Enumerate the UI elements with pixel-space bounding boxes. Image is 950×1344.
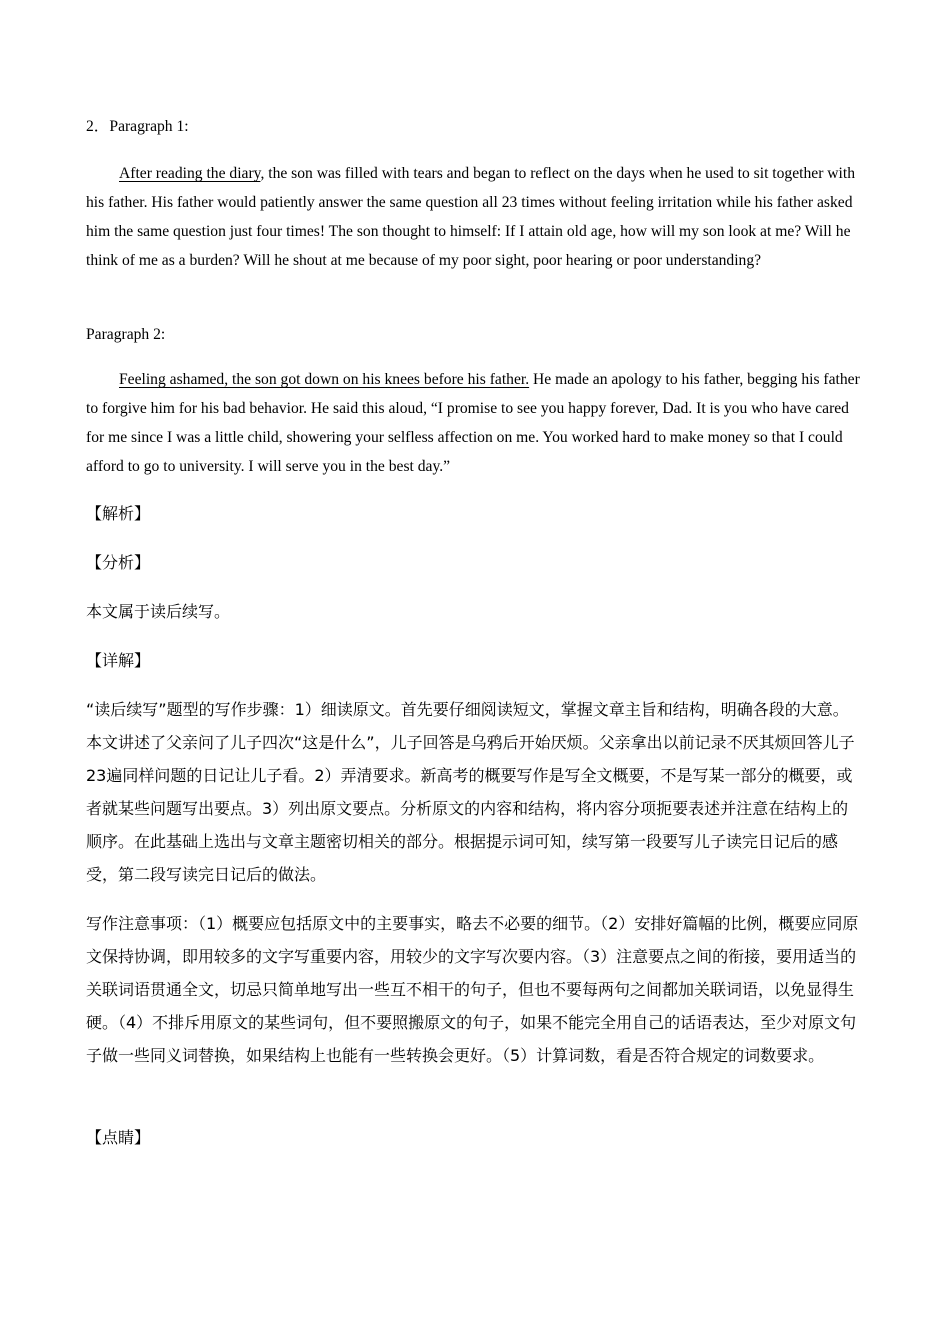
paragraph-1-underlined-lead: After reading the diary xyxy=(119,165,261,182)
writing-steps-text: “读后续写”题型的写作步骤：1）细读原文。首先要仔细阅读短文，掌握文章主旨和结构，明确各段的大意。本文讲述了父亲问了儿子四次“这是什么”，儿子回答是乌鸦后开始厌烦。父亲拿出以前记录不厌其烦回答儿子23遍同样问题的日记让儿子看。2）弄清要求。新高考的概要写作是写全文概要，不是写某一部分的概要，或者就某些问题写出要点。3）列出原文要点。分析原文的内容和结构，将内容分项扼要表述并注意在结构上的顺序。在此基础上选出与文章主题密切相关的部分。根据提示词可知，续写第一段要写儿子读完日记后的感受，第二段写读完日记后的做法。 xyxy=(86,700,855,884)
genre-text: 本文属于读后续写。 xyxy=(86,602,231,621)
paragraph-2-underlined-lead: Feeling ashamed, the son got down on his knees before his father. xyxy=(119,371,530,388)
paragraph-1-text xyxy=(86,159,864,275)
key-points-heading: 【点睛】 xyxy=(86,1128,151,1147)
paragraph-2-label: Paragraph 2: xyxy=(86,326,166,343)
details-heading: 【详解】 xyxy=(86,651,151,670)
paragraph-2-text xyxy=(86,365,864,481)
paragraph-2-rest: He made an apology to his father, begging his father to forgive him for his bad behavior. He said this aloud, “I promise to see you happy forever, Dad. It is you who have cared for me since I was a little child, showering your selfless affection on me. You worked hard to make money so that I could afford to go to university. I will serve you in the best day.” xyxy=(86,371,860,475)
question-number-paragraph-1-label: 2．Paragraph 1: xyxy=(86,118,189,135)
writing-notes-text: 写作注意事项：（1）概要应包括原文中的主要事实，略去不必要的细节。（2）安排好篇幅的比例，概要应同原文保持协调，即用较多的文字写重要内容，用较少的文字写次要内容。（3）注意要点之间的衔接，要用适当的关联词语贯通全文，切忌只简单地写出一些互不相干的句子，但也不要每两句之间都加关联词语，以免显得生硬。（4）不排斥用原文的某些词句，但不要照搬原文的句子，如果不能完全用自己的话语表达，至少对原文句子做一些同义词替换，如果结构上也能有一些转换会更好。（5）计算词数，看是否符合规定的词数要求。 xyxy=(86,914,859,1065)
analysis-heading: 【解析】 xyxy=(86,504,151,523)
breakdown-heading: 【分析】 xyxy=(86,553,151,572)
paragraph-1-rest: , the son was filled with tears and began to reflect on the days when he used to sit together with his father. His father would patiently answer the same question all 23 times without feeling irritation while his father asked him the same question just four times! The son thought to himself: If I attain old age, how will my son look at me? Will he think of me as a burden? Will he shout at me because of my poor sight, poor hearing or poor understanding? xyxy=(86,165,856,269)
